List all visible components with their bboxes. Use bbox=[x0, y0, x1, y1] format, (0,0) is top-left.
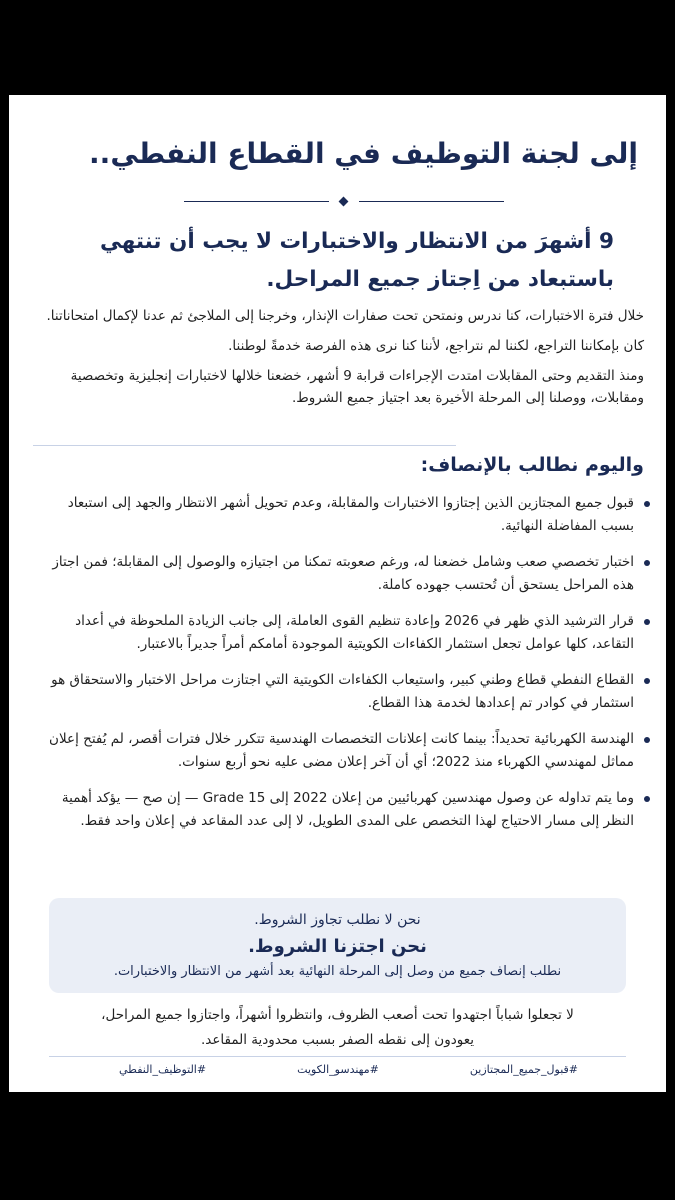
callout-line-3: نطلب إنصاف جميع من وصل إلى المرحلة النهائية بعد أشهر من الانتظار والاختبارات. bbox=[113, 964, 562, 979]
list-item bbox=[31, 787, 654, 833]
demands-list bbox=[31, 492, 654, 846]
closing-text bbox=[39, 1003, 636, 1053]
diamond-icon bbox=[339, 197, 349, 207]
intro-paragraph: كان بإمكاننا التراجع، لكننا لم نتراجع، لأننا كنا نرى هذه الفرصة خدمةً لوطننا. bbox=[228, 338, 644, 354]
list-item bbox=[31, 610, 654, 656]
bullet-icon bbox=[644, 796, 650, 802]
list-item-text: الهندسة الكهربائية تحديداً: بينما كانت إعلانات التخصصات الهندسية تتكرر خلال فترات أقصر، لم يُفتح إعلان مماثل لمهندسي الكهرباء منذ 2022؛ أي أن آخر إعلان مضى عليه نحو أربع سنوات. bbox=[49, 731, 634, 770]
document-sheet bbox=[9, 95, 666, 1092]
list-item-text: اختبار تخصصي صعب وشامل خضعنا له، ورغم صعوبته تمكنا من اجتيازه والوصول إلى المقابلة؛ فمن اجتاز هذه المراحل يستحق أن تُحتسب جهوده كاملة. bbox=[52, 554, 634, 593]
headline bbox=[31, 223, 614, 299]
intro-paragraphs bbox=[39, 305, 644, 417]
list-item bbox=[31, 669, 654, 715]
hashtag[interactable]: #التوظيف_النفطي bbox=[119, 1063, 207, 1076]
list-item bbox=[31, 492, 654, 538]
hashtag[interactable]: #مهندسو_الكويت bbox=[297, 1063, 379, 1076]
list-item-text: قرار الترشيد الذي ظهر في 2026 وإعادة تنظيم القوى العاملة، إلى جانب الزيادة الملحوظة في أعداد التقاعد، كلها عوامل تجعل استثمار الكفاءات الكويتية الموجودة أمامكم أمراً جديراً بالاعتبار. bbox=[75, 613, 634, 652]
callout-line-2: نحن اجتزنا الشروط. bbox=[248, 936, 427, 957]
hashtag-divider bbox=[49, 1056, 626, 1057]
bullet-icon bbox=[644, 619, 650, 625]
list-item-text: قبول جميع المجتازين الذين إجتازوا الاختبارات والمقابلة، وعدم تحويل أشهر الانتظار والجهد إلى استبعاد بسبب المفاضلة النهائية. bbox=[67, 495, 634, 534]
section-divider bbox=[33, 445, 456, 446]
callout-box bbox=[49, 898, 626, 993]
page-title: إلى لجنة التوظيف في القطاع النفطي.. bbox=[89, 137, 638, 170]
hashtags bbox=[119, 1063, 578, 1076]
closing-line-1: لا تجعلوا شباباً اجتهدوا تحت أصعب الظروف، وانتظروا أشهراً، واجتازوا جميع المراحل، bbox=[101, 1007, 574, 1023]
headline-line-2: باستبعاد من اِجتاز جميع المراحل. bbox=[266, 267, 614, 292]
intro-paragraph: خلال فترة الاختبارات، كنا ندرس ونمتحن تحت صفارات الإنذار، وخرجنا إلى الملاجئ ثم عدنا لإكمال امتحاناتنا. bbox=[46, 308, 644, 324]
intro-paragraph: ومنذ التقديم وحتى المقابلات امتدت الإجراءات قرابة 9 أشهر، خضعنا خلالها لاختبارات إنجليزية وتخصصية ومقابلات، ووصلنا إلى المرحلة الأخيرة بعد اجتياز جميع الشروط. bbox=[70, 368, 644, 406]
bullet-icon bbox=[644, 737, 650, 743]
bullet-icon bbox=[644, 501, 650, 507]
bullet-icon bbox=[644, 560, 650, 566]
list-item bbox=[31, 728, 654, 774]
list-item bbox=[31, 551, 654, 597]
list-item-text: القطاع النفطي قطاع وطني كبير، واستيعاب الكفاءات الكويتية التي اجتازت مراحل الاختبار والاستحقاق هو استثمار في كوادر تم إعدادها لخدمة هذا القطاع. bbox=[51, 672, 634, 711]
title-divider bbox=[184, 196, 504, 208]
hashtag[interactable]: #قبول_جميع_المجتازين bbox=[469, 1063, 578, 1076]
list-item-text: وما يتم تداوله عن وصول مهندسين كهربائيين من إعلان 2022 إلى Grade 15 — إن صح — يؤكد أهمية النظر إلى مسار الاحتياج لهذا التخصص على المدى الطويل، لا إلى عدد المقاعد في إعلان واحد فقط. bbox=[61, 790, 634, 829]
section-title: واليوم نطالب بالإنصاف: bbox=[420, 454, 644, 476]
closing-line-2: يعودون إلى نقطه الصفر بسبب محدودية المقاعد. bbox=[200, 1032, 475, 1048]
callout-line-1: نحن لا نطلب تجاوز الشروط. bbox=[254, 912, 421, 928]
headline-line-1: 9 أشهرَ من الانتظار والاختبارات لا يجب أن تنتهي bbox=[99, 229, 614, 254]
bullet-icon bbox=[644, 678, 650, 684]
